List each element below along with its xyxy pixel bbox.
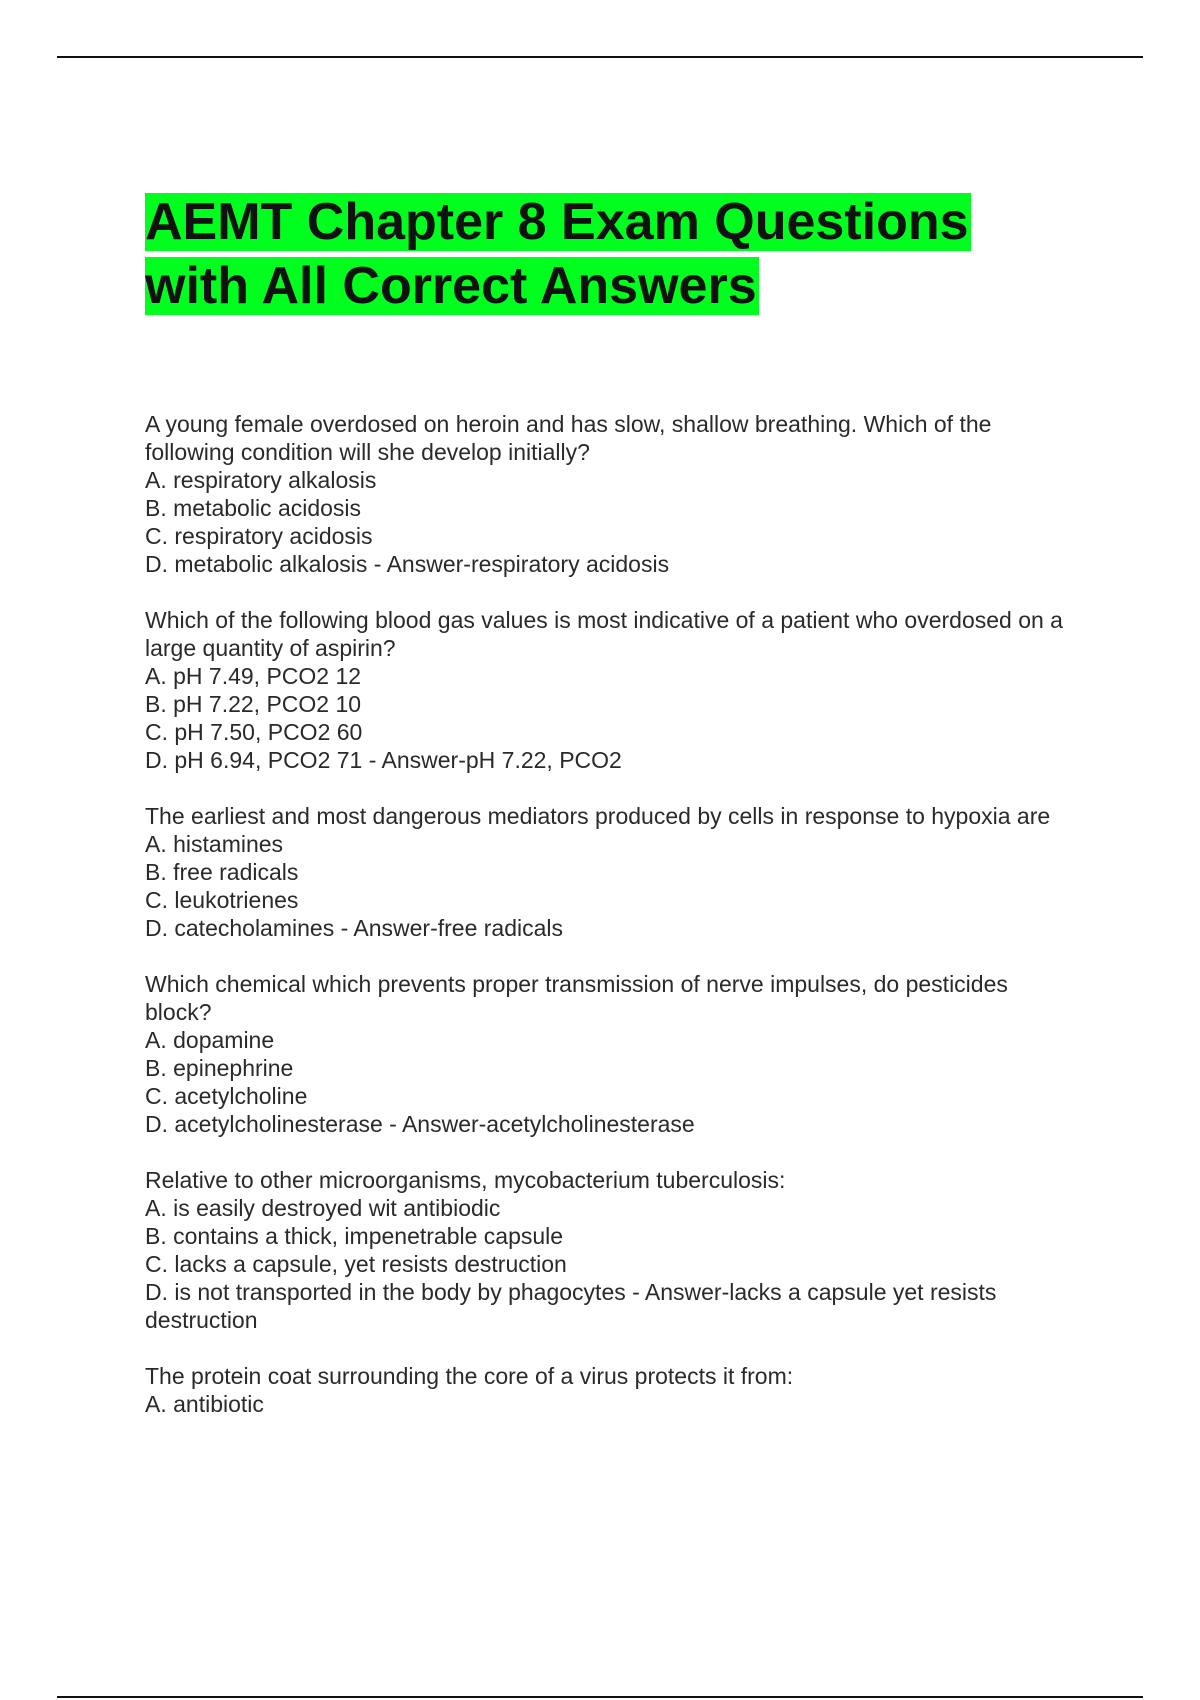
question-3 [145,802,1075,942]
option-b: B. metabolic acidosis [145,495,362,521]
option-b: B. free radicals [145,859,299,885]
question-stem: Which chemical which prevents proper transmission of nerve impulses, do pesticides block? [145,971,1008,1025]
option-a: A. histamines [145,831,284,857]
option-b: B. epinephrine [145,1055,294,1081]
question-4 [145,970,1075,1138]
option-d-with-answer: D. pH 6.94, PCO2 71 - Answer-pH 7.22, PCO2 [145,747,622,773]
option-c: C. respiratory acidosis [145,523,373,549]
option-a: A. respiratory alkalosis [145,467,377,493]
option-c: C. lacks a capsule, yet resists destruction [145,1251,567,1277]
question-list [145,410,1075,1446]
question-6 [145,1362,1075,1418]
title-line-1: AEMT Chapter 8 Exam Questions [145,193,969,251]
option-c: C. pH 7.50, PCO2 60 [145,719,363,745]
option-d-with-answer: D. acetylcholinesterase - Answer-acetylcholinesterase [145,1111,695,1137]
document-title [145,190,1045,318]
option-b: B. pH 7.22, PCO2 10 [145,691,362,717]
option-b: B. contains a thick, impenetrable capsule [145,1223,564,1249]
question-stem: A young female overdosed on heroin and has slow, shallow breathing. Which of the following condition will she develop initially? [145,411,992,465]
top-rule [57,56,1143,58]
question-stem: The protein coat surrounding the core of a virus protects it from: [145,1363,794,1389]
option-c: C. leukotrienes [145,887,299,913]
question-1 [145,410,1075,578]
option-d-with-answer: D. metabolic alkalosis - Answer-respiratory acidosis [145,551,670,577]
option-a: A. antibiotic [145,1391,264,1417]
option-d-with-answer: D. catecholamines - Answer-free radicals [145,915,563,941]
option-c: C. acetylcholine [145,1083,308,1109]
question-stem: The earliest and most dangerous mediators produced by cells in response to hypoxia are [145,803,1051,829]
option-d-with-answer: D. is not transported in the body by phagocytes - Answer-lacks a capsule yet resists destruction [145,1279,997,1333]
question-stem: Which of the following blood gas values is most indicative of a patient who overdosed on a large quantity of aspirin? [145,607,1063,661]
option-a: A. is easily destroyed wit antibiodic [145,1195,501,1221]
option-a: A. pH 7.49, PCO2 12 [145,663,362,689]
question-2 [145,606,1075,774]
title-block [145,190,1045,318]
question-5 [145,1166,1075,1334]
bottom-rule [57,1696,1143,1698]
title-line-2: with All Correct Answers [145,257,757,315]
question-stem: Relative to other microorganisms, mycobacterium tuberculosis: [145,1167,786,1193]
option-a: A. dopamine [145,1027,275,1053]
